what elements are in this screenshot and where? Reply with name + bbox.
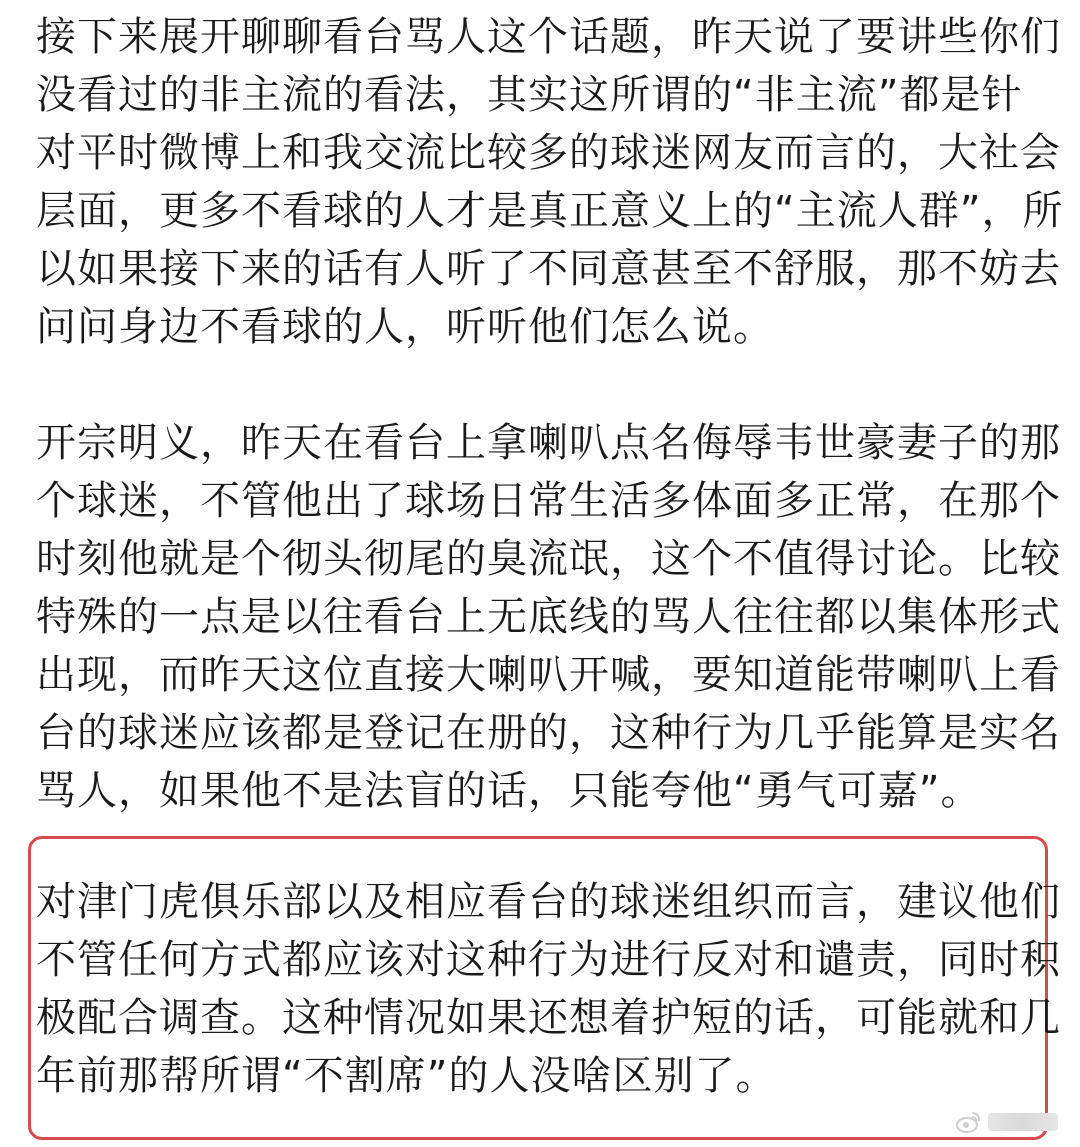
watermark	[956, 1109, 1058, 1135]
text-line: 时刻他就是个彻头彻尾的臭流氓，这个不值得讨论。比较	[36, 536, 1061, 582]
watermark-blur	[988, 1113, 1058, 1131]
text-line: 层面，更多不看球的人才是真正意义上的“主流人群”，所	[36, 188, 1064, 234]
text-line: 年前那帮所谓“不割席”的人没啥区别了。	[36, 1053, 777, 1099]
text-line: 个球迷，不管他出了球场日常生活多体面多正常，在那个	[36, 478, 1061, 524]
text-line: 问问身边不看球的人，听听他们怎么说。	[36, 304, 774, 350]
text-line: 没看过的非主流的看法，其实这所谓的“非主流”都是针	[36, 72, 1023, 118]
text-line: 极配合调查。这种情况如果还想着护短的话，可能就和几	[36, 995, 1061, 1041]
text-line: 开宗明义，昨天在看台上拿喇叭点名侮辱韦世豪妻子的那	[36, 420, 1061, 466]
text-line: 对平时微博上和我交流比较多的球迷网友而言的，大社会	[36, 130, 1061, 176]
text-line: 以如果接下来的话有人听了不同意甚至不舒服，那不妨去	[36, 246, 1061, 292]
text-line: 骂人，如果他不是法盲的话，只能夸他“勇气可嘉”。	[36, 768, 982, 814]
text-line: 出现，而昨天这位直接大喇叭开喊，要知道能带喇叭上看	[36, 652, 1061, 698]
weibo-logo-icon	[956, 1109, 982, 1135]
text-line: 不管任何方式都应该对这种行为进行反对和谴责，同时积	[36, 937, 1061, 983]
paragraph-2	[36, 414, 1061, 820]
text-line: 特殊的一点是以往看台上无底线的骂人往往都以集体形式	[36, 594, 1061, 640]
paragraph-1	[36, 8, 1064, 356]
paragraph-3-highlighted	[36, 873, 1061, 1105]
text-line: 台的球迷应该都是登记在册的，这种行为几乎能算是实名	[36, 710, 1061, 756]
text-line: 对津门虎俱乐部以及相应看台的球迷组织而言，建议他们	[36, 879, 1061, 925]
text-line: 接下来展开聊聊看台骂人这个话题，昨天说了要讲些你们	[36, 14, 1061, 60]
